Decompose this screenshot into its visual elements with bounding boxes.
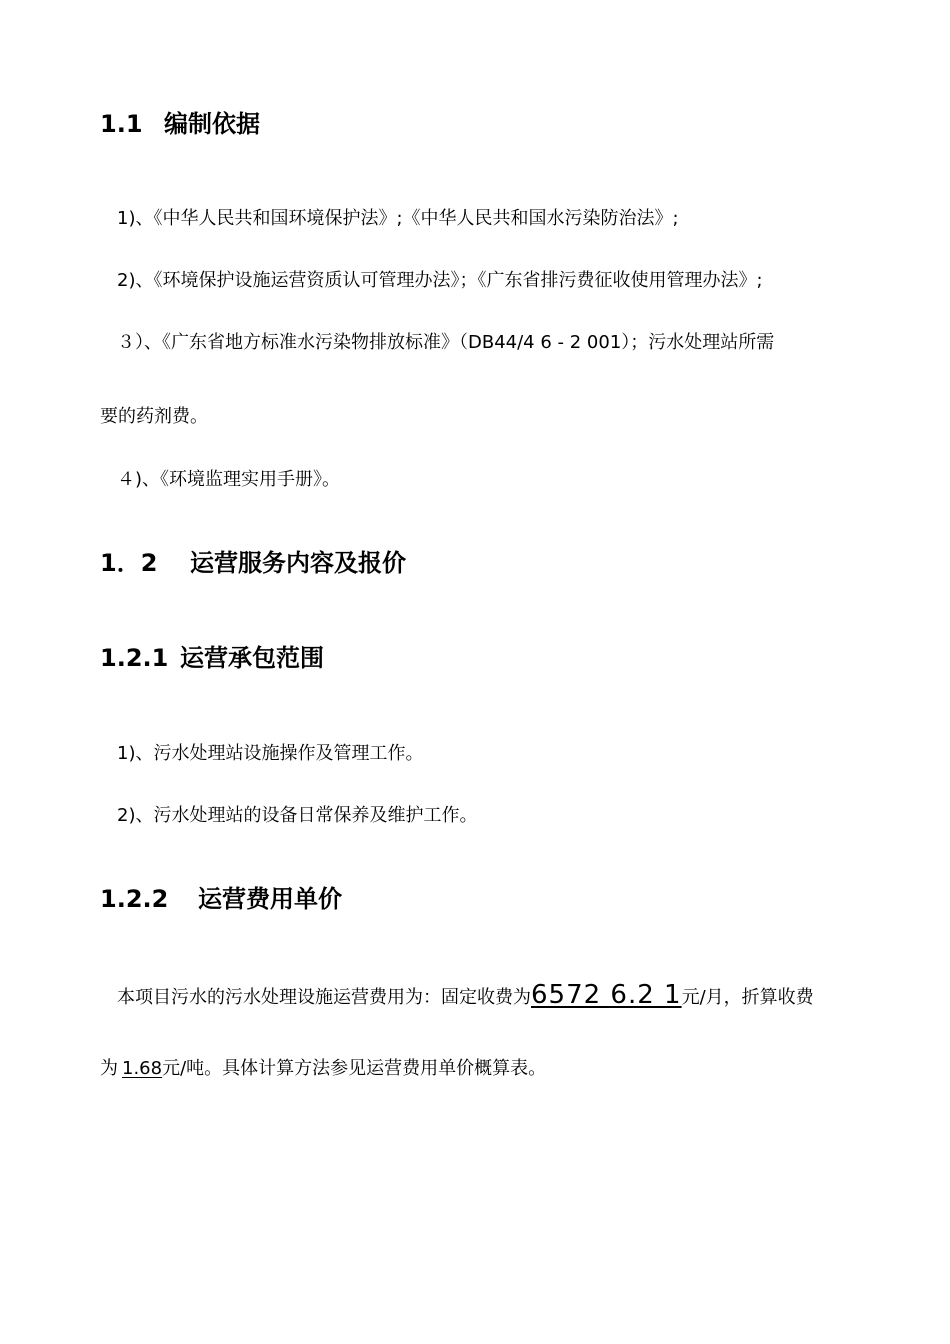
basis-item-1: 1)、《中华人民共和国环境保护法》;《中华人民共和国水污染防治法》; <box>117 208 679 229</box>
section-title: 运营服务内容及报价 <box>190 549 406 577</box>
basis-item-4: ４)、《环境监理实用手册》。 <box>117 469 341 490</box>
section-title: 运营费用单价 <box>198 885 342 913</box>
basis-item-3-line-2: 要的药剂费。 <box>100 406 208 427</box>
fee-unit-suffix: 元/月，折算收费 <box>681 987 814 1008</box>
section-number: 1.2.1 <box>100 644 169 672</box>
fee-line2-prefix: 为 <box>100 1058 118 1079</box>
scope-item-2: 2)、污水处理站的设备日常保养及维护工作。 <box>117 805 478 826</box>
section-title: 编制依据 <box>164 110 260 138</box>
fee-line-1 <box>117 982 814 1011</box>
section-heading-1-2-1 <box>100 642 324 674</box>
section-number: 1．2 <box>100 549 158 577</box>
monthly-fee-amount: 6572 6.2 1 <box>531 980 682 1010</box>
fee-line-2 <box>100 1056 546 1082</box>
section-heading-1-2-2 <box>100 883 342 915</box>
fee-prefix: 本项目污水的污水处理设施运营费用为：固定收费为 <box>117 987 531 1008</box>
scope-item-1: 1)、污水处理站设施操作及管理工作。 <box>117 743 424 764</box>
section-heading-1-1 <box>100 108 260 140</box>
section-title: 运营承包范围 <box>180 644 324 672</box>
basis-item-3-line-1: ３）、《广东省地方标准水污染物排放标准》（DB44/4 6 - 2 001）；污水处理站所需 <box>117 332 775 353</box>
basis-item-2: 2)、《环境保护设施运营资质认可管理办法》；《广东省排污费征收使用管理办法》; <box>117 270 763 291</box>
per-ton-fee-amount: 1.68 <box>122 1058 163 1079</box>
fee-line2-suffix: 元/吨。具体计算方法参见运营费用单价概算表。 <box>162 1058 547 1079</box>
section-number: 1.2.2 <box>100 885 169 913</box>
section-number: 1.1 <box>100 110 143 138</box>
section-heading-1-2 <box>100 547 406 579</box>
